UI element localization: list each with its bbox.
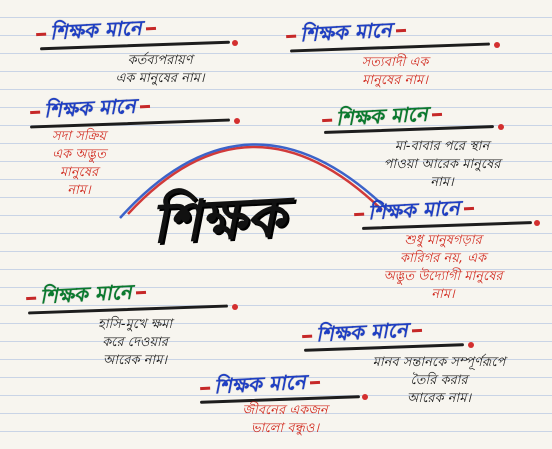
note-2-line-2: মানুষের নাম। <box>362 73 428 88</box>
note-3-line-3: মানুষের <box>59 165 99 180</box>
note-2-body <box>300 54 490 90</box>
note-7-line-1: মানব সন্তানকে সম্পূর্ণরূপে <box>372 355 506 370</box>
note-6-heading: শিক্ষক মানে <box>21 279 150 310</box>
note-4-line-3: নাম। <box>430 175 454 190</box>
note-4-dot <box>498 124 504 130</box>
note-5-body <box>338 232 548 304</box>
note-5-heading: শিক্ষক মানে <box>349 195 478 226</box>
note-5-line-1: শুধু মানুষগড়ার <box>404 233 482 248</box>
note-3-line-1: সদা সক্রিয় <box>51 129 107 144</box>
note-7-line-3: আরেক নাম। <box>406 391 472 406</box>
note-6-line-3: আরেক নাম। <box>102 353 168 368</box>
note-3-line-4: নাম। <box>67 183 91 198</box>
note-1-line-2: এক মানুষের নাম। <box>115 71 205 86</box>
note-8-line-2: ভালো বন্ধুও। <box>250 421 320 436</box>
note-2-dot <box>494 42 500 48</box>
note-8-heading: শিক্ষক মানে <box>195 369 324 400</box>
note-1-line-1: কর্তব্যপরায়ণ <box>127 53 193 68</box>
note-7-heading: শিক্ষক মানে <box>297 317 426 348</box>
note-6-line-2: করে দেওয়ার <box>102 335 168 350</box>
note-6-dot <box>232 304 238 310</box>
note-4-heading: শিক্ষক মানে <box>317 101 446 132</box>
note-1-heading: শিক্ষক মানে <box>31 15 160 46</box>
center-word: শিক্ষক <box>149 183 287 257</box>
note-7-dot <box>468 342 474 348</box>
note-8-dot <box>362 394 368 400</box>
note-4-line-1: মা-বাবার পরে স্থান <box>394 139 490 154</box>
note-6-line-1: হাসি-মুখে ক্ষমা <box>97 317 173 332</box>
note-4-body <box>342 138 542 192</box>
note-3-dot <box>234 118 240 124</box>
note-4-line-2: পাওয়া আরেক মানুষের <box>383 157 501 172</box>
note-5-line-3: অদ্ভুত উদ্যোগী মানুষের <box>383 269 503 284</box>
note-8-line-1: জীবনের একজন <box>242 403 328 418</box>
note-5-line-2: কারিগর নয়, এক <box>399 251 487 266</box>
note-8-body <box>200 402 370 438</box>
note-2-heading: শিক্ষক মানে <box>281 17 410 48</box>
note-6-body <box>60 316 210 370</box>
note-5-line-4: নাম। <box>431 287 455 302</box>
note-7-line-2: তৈরি করার <box>410 373 468 388</box>
note-3-heading: শিক্ষক মানে <box>25 93 154 124</box>
note-5-dot <box>534 220 540 226</box>
note-7-body <box>330 354 548 408</box>
note-3-body <box>24 128 134 200</box>
note-3-line-2: এক অদ্ভুত <box>52 147 106 162</box>
note-2-line-1: সত্যবাদী এক <box>361 55 429 70</box>
note-1-dot <box>232 40 238 46</box>
note-1-body <box>70 52 250 88</box>
